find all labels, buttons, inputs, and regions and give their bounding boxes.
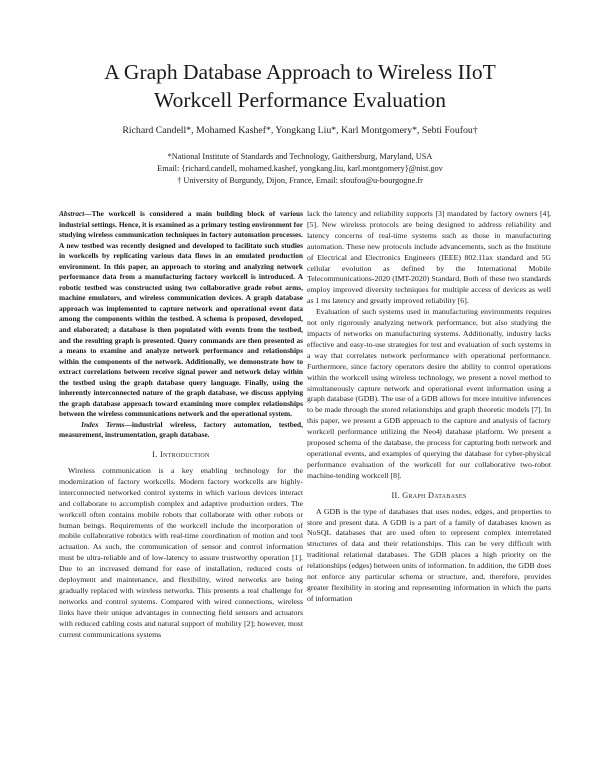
affiliation-nist-email: Email: {richard.candell, mohamed.kashef, yongkang.liu, karl.montgomery}@nist.gov (157, 164, 443, 173)
index-terms (59, 420, 303, 441)
abstract-paragraph (59, 209, 303, 420)
abstract (59, 209, 303, 441)
intro-paragraph-1: Wireless communication is a key enabling technology for the modernization of factory workcells. Modern factory workcells are highly-interconnected networked control systems in which various devices interact and collaborate to accomplish complex and adaptive production orders. The workcell often contains mobile robots that collaborate with other robots or human beings. Requirements of the workcell include the incorporation of mobile collaborative robotics with real-time coordination of motion and tool actuation. As such, the communication of sensor and control information must be ultra-reliable and of low-latency to assure trustworthy operation [1]. Due to an increased demand for ease of installation, reduced costs of deployment and maintenance, and flexibility, wired networks are being gradually replaced with wireless networks. This presents a real challenge for networks and control systems. Compared with wired connections, wireless links have their unique advantages in connecting field sensors and actuators with reduced cabling costs and natural support of mobility [2]; however, most current communications systems (59, 466, 303, 639)
affiliation-nist: *National Institute of Standards and Technology, Gaithersburg, Maryland, USA (167, 152, 433, 161)
affiliation-burgundy: † University of Burgundy, Dijon, France, Email: sfoufou@u-bourgogne.fr (177, 176, 423, 185)
paper-title (40, 58, 560, 114)
index-terms-label: Index Terms— (81, 419, 132, 429)
right-column (307, 209, 551, 605)
abstract-label: Abstract— (59, 209, 92, 218)
section-heading-introduction: I. Introduction (152, 450, 210, 460)
affiliations (30, 151, 570, 187)
author-list: Richard Candell*, Mohamed Kashef*, Yongkang Liu*, Karl Montgomery*, Sebti Foufou† (122, 125, 478, 136)
index-terms-text: industrial wireless, factory automation, testbed, measurement, instrumentation, graph database. (59, 419, 303, 440)
paper-title-line-2: Workcell Performance Evaluation (154, 88, 446, 112)
left-column (59, 209, 303, 641)
paper-title-line-1: A Graph Database Approach to Wireless IIoT (104, 60, 496, 84)
abstract-text: The workcell is considered a main building block of various industrial settings. Hence, it is examined as a primary testing environment for studying wireless communication techniques in factory automation processes. A new testbed was recently designed and developed to facilitate such studies in workcells by replicating various data flows in an emulated production environment. In this paper, an approach to storing and analyzing network performance data from a manufacturing factory workcell is introduced. A robotic testbed was constructed using two collaborative grade robot arms, machine emulators, and wireless communication devices. A graph database approach was implemented to capture network and operational event data among the components within the testbed. A schema is proposed, developed, and elaborated; a database is then populated with events from the testbed, and the resulting graph is presented. Query commands are then presented as a means to examine and analyze network performance and relationships within the components of the network. Additionally, we demonstrate how to extract correlations between receive signal power and network delay within the testbed using the graph database query language. Finally, using the inherently interconnected nature of the graph database, we discuss applying the graph database approach toward examining more complex relationships between the wireless communications network and the operational system. (59, 209, 303, 419)
section-heading-graph-databases: II. Graph Databases (391, 490, 467, 500)
graph-db-paragraph-1: A GDB is the type of databases that uses nodes, edges, and properties to store and present data. A GDB is a part of a family of databases known as NoSQL databases that are used often to represent complex interrelated structures of data and their relationships. This can be very difficult with traditional relational databases. The GDB places a high priority on the relationships (edges) between units of information. In addition, the GDB does not enforce any particular schema or structure, and, therefore, provides greater flexibility in storing and representing information in which the parts of information (307, 506, 551, 603)
intro-paragraph-3: Evaluation of such systems used in manufacturing environments requires not only rigorously analyzing network performance, but also studying the impacts of networks on manufacturing systems. Additionally, industry lacks effective and easy-to-use strategies for test and evaluation of such systems in a way that correlates network performance with operational performance. Furthermore, since factory operators desire the ability to control operations within the workcell using wireless technology, we present a novel method to simultaneously capture network and operational event information using a graph database (GDB). The use of a GDB allows for more intuitive inferences to be made through the stored relationships and graph theoretic models [7]. In this paper, we present a GDB approach to the capture and analysis of factory workcell performance utilizing the Neo4j database platform. We present a proposed schema of the database, the process for capturing both network and operational events, and examples of querying the database for cyber-physical performance evaluation of the workcell for our collaborative two-robot machine-tending workcell [8]. (307, 307, 551, 480)
intro-paragraph-2: lack the latency and reliability supports [3] mandated by factory owners [4], [5]. New wireless protocols are being designed to address reliability and latency concerns of real-time systems such as those in manufacturing automation. These new protocols include advancements, such as the Institute of Electrical and Electronics Engineers (IEEE) 802.11ax standard and 5G cellular evolution as defined by the International Mobile Telecommunications-2020 (IMT-2020) Standard. Both of these two standards employ improved diversity techniques for multiple access of devices as well as 1 ms latency and greatly improved reliability [6]. (307, 209, 551, 306)
